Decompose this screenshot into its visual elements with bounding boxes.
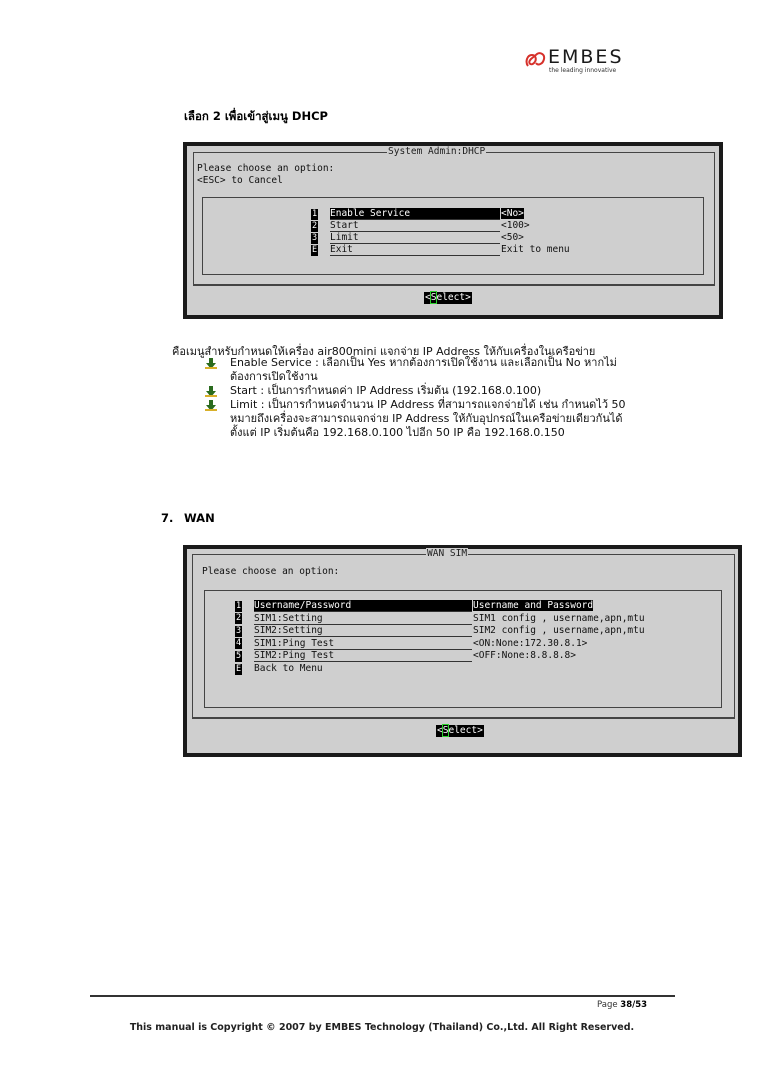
menu-row[interactable]: [311, 232, 611, 244]
menu-item-value: <50>: [501, 232, 524, 243]
menu-hotkey: 2: [311, 220, 318, 231]
menu-row[interactable]: [311, 208, 611, 220]
menu-row[interactable]: [235, 600, 688, 612]
menu-item-label: SIM2:Ping Test: [254, 650, 472, 662]
wan-title: WAN SIM: [427, 548, 468, 559]
menu-item-value: SIM1 config , username,apn,mtu: [473, 612, 645, 624]
menu-row[interactable]: [235, 650, 688, 662]
page-number: [597, 1000, 647, 1010]
menu-row[interactable]: [311, 244, 611, 256]
logo-tagline: the leading innovative: [549, 67, 617, 74]
menu-row[interactable]: [235, 613, 688, 625]
wan-prompt: Please choose an option:: [202, 566, 340, 577]
bullet-line: Limit : เป็นการกำหนดจำนวน IP Address ที่สามารถแจกจ่ายได้ เช่น กำหนดไว้ 50: [230, 398, 626, 411]
bullet-line: Start : เป็นการกำหนดค่า IP Address เริ่มต้น (192.168.0.100): [230, 384, 542, 397]
menu-hotkey: 3: [235, 625, 242, 636]
menu-item-value: <100>: [501, 220, 530, 231]
menu-hotkey: 1: [311, 208, 318, 219]
bullet-arrow-icon: [205, 400, 217, 411]
menu-item-value: Username and Password: [473, 600, 594, 611]
dhcp-divider: [193, 284, 715, 285]
dhcp-bullets: [205, 356, 675, 440]
dhcp-prompt-line-2: <ESC> to Cancel: [197, 175, 283, 186]
menu-row[interactable]: [311, 220, 611, 232]
wan-section-heading: [161, 511, 215, 525]
menu-row[interactable]: [235, 638, 688, 650]
bullet-line: Enable Service : เลือกเป็น Yes หากต้องการเปิดใช้งาน และเลือกเป็น No หากไม่: [230, 356, 617, 369]
menu-item-label: Start: [330, 220, 500, 232]
embes-logo: [525, 46, 635, 76]
menu-item-label: Exit: [330, 244, 500, 256]
menu-item-value: <No>: [501, 208, 524, 219]
select-bracket: <: [437, 725, 443, 736]
page-prefix: Page: [597, 1000, 621, 1010]
dhcp-title: System Admin:DHCP: [388, 146, 486, 157]
select-label: elect>: [436, 292, 471, 303]
menu-hotkey: E: [311, 244, 318, 255]
menu-hotkey: 1: [235, 600, 242, 611]
wan-frame: [192, 548, 735, 719]
menu-item-label: SIM1:Ping Test: [254, 638, 472, 650]
dhcp-menu: [202, 197, 704, 275]
bullet-line: ต้องการเปิดใช้งาน: [230, 370, 318, 383]
wan-select-button[interactable]: [436, 725, 484, 737]
bullet-item: [205, 384, 675, 398]
select-label: elect>: [448, 725, 483, 736]
wan-divider: [192, 717, 735, 718]
bullet-arrow-icon: [205, 386, 217, 397]
select-hotkey: S: [442, 725, 449, 736]
menu-hotkey: 3: [311, 232, 318, 243]
menu-hotkey: 5: [235, 650, 242, 661]
select-bracket: <: [425, 292, 431, 303]
menu-item-label: Limit: [330, 232, 500, 244]
bullet-line: ตั้งแต่ IP เริ่มต้นคือ 192.168.0.100 ไปอีก 50 IP คือ 192.168.0.150: [230, 426, 565, 439]
menu-item-label: Username/Password: [254, 600, 472, 612]
bullet-item: [205, 356, 675, 384]
menu-hotkey: 2: [235, 613, 242, 624]
dhcp-select-button[interactable]: [424, 292, 472, 304]
menu-item-label: SIM2:Setting: [254, 625, 472, 637]
copyright-notice: This manual is Copyright © 2007 by EMBES Technology (Thailand) Co.,Ltd. All Right Reserved.: [129, 1022, 635, 1033]
dhcp-heading: เลือก 2 เพื่อเข้าสู่เมนู DHCP: [184, 109, 328, 123]
menu-row[interactable]: [235, 625, 688, 637]
section-title: WAN: [184, 511, 215, 525]
embes-logo-icon: [525, 50, 547, 70]
page-count: 38/53: [620, 1000, 648, 1010]
wan-terminal: [183, 545, 742, 757]
menu-item-value: <OFF:None:8.8.8.8>: [473, 650, 576, 662]
section-number: 7.: [161, 511, 174, 525]
bullet-arrow-icon: [205, 358, 217, 369]
wan-menu: [204, 590, 722, 708]
logo-wordmark: EMBES: [548, 46, 624, 68]
dhcp-prompt-line-1: Please choose an option:: [197, 163, 335, 174]
menu-item-value: <ON:None:172.30.8.1>: [473, 637, 588, 649]
menu-item-label: SIM1:Setting: [254, 613, 472, 625]
footer-rule: [90, 995, 675, 997]
menu-item-label: Enable Service: [330, 208, 500, 220]
dhcp-terminal: [183, 142, 723, 319]
menu-item-label: Back to Menu: [254, 663, 323, 674]
menu-row[interactable]: [235, 663, 688, 675]
dhcp-frame: [193, 146, 715, 286]
bullet-item: [205, 398, 675, 440]
menu-hotkey: E: [235, 663, 242, 674]
menu-item-value: SIM2 config , username,apn,mtu: [473, 625, 645, 637]
select-hotkey: S: [430, 292, 437, 303]
bullet-line: หมายถึงเครื่องจะสามารถแจกจ่าย IP Address ให้กับอุปกรณ์ในเครือข่ายเดียวกันได้: [230, 412, 623, 425]
dhcp-description: คือเมนูสำหรับกำหนดให้เครื่อง air800mini แจกจ่าย IP Address ให้กับเครื่องในเครือข่าย: [172, 345, 596, 358]
menu-hotkey: 4: [235, 638, 242, 649]
menu-item-value: Exit to menu: [501, 244, 570, 255]
